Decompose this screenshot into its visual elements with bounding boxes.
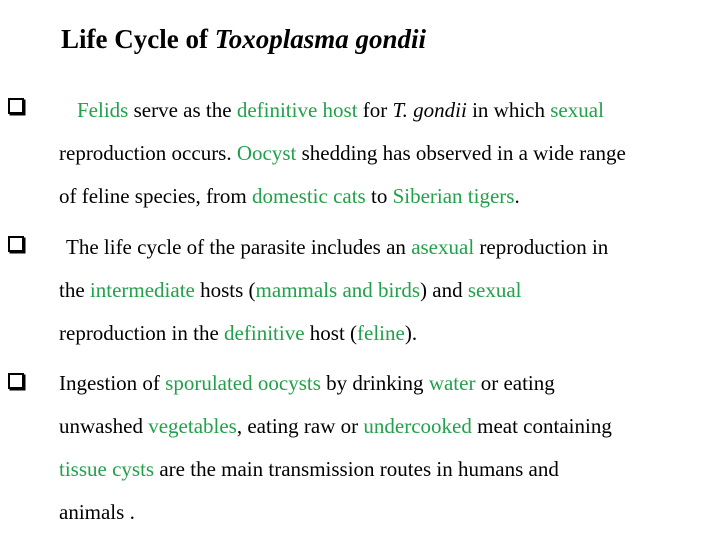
- bullet-2-line-2: [59, 277, 522, 303]
- text-segment: or eating: [475, 371, 555, 395]
- title-species: Toxoplasma gondii: [214, 24, 426, 54]
- bullet-3-line-2: [59, 413, 612, 439]
- bullet-square-icon: [8, 236, 24, 252]
- bullet-2-line-3: [59, 320, 417, 346]
- title-prefix: Life Cycle of: [61, 24, 215, 54]
- bullet-2-line-1: [66, 234, 608, 260]
- highlighted-term: Siberian tigers: [392, 184, 515, 208]
- text-segment: reproduction in: [474, 235, 609, 259]
- text-segment: shedding has observed in a wide range: [296, 141, 626, 165]
- bullet-1-line-1: [77, 97, 604, 123]
- text-segment: reproduction in the: [59, 321, 225, 345]
- text-segment: unwashed: [59, 414, 149, 438]
- text-segment: host (: [304, 321, 358, 345]
- highlighted-term: definitive host: [236, 98, 358, 122]
- highlighted-term: sexual: [467, 278, 522, 302]
- bullet-3-line-4: [59, 499, 135, 525]
- bullet-3-line-1: [59, 370, 555, 396]
- highlighted-term: definitive: [224, 321, 305, 345]
- highlighted-term: vegetables: [148, 414, 237, 438]
- text-segment: Ingestion of: [59, 371, 166, 395]
- highlighted-term: sexual: [550, 98, 604, 122]
- bullet-3-line-3: [59, 456, 559, 482]
- text-segment: meat containing: [471, 414, 612, 438]
- highlighted-term: intermediate: [89, 278, 195, 302]
- bullet-square-icon: [8, 373, 24, 389]
- text-segment: ).: [404, 321, 418, 345]
- text-segment: to: [365, 184, 393, 208]
- highlighted-term: undercooked: [363, 414, 472, 438]
- text-segment: The life cycle of the parasite includes an: [66, 235, 412, 259]
- text-segment: hosts (: [194, 278, 256, 302]
- text-segment: the: [59, 278, 90, 302]
- text-segment: of feline species, from: [59, 184, 253, 208]
- highlighted-term: domestic cats: [252, 184, 366, 208]
- highlighted-term: mammals and birds: [255, 278, 421, 302]
- text-segment: , eating raw or: [236, 414, 364, 438]
- text-segment: in which: [466, 98, 551, 122]
- text-segment: reproduction occurs.: [59, 141, 237, 165]
- text-segment: ) and: [420, 278, 468, 302]
- text-segment: serve as the: [128, 98, 237, 122]
- highlighted-term: tissue cysts: [59, 457, 155, 481]
- bullet-square-icon: [8, 98, 24, 114]
- italic-term: T. gondii: [392, 98, 467, 122]
- highlighted-term: water: [428, 371, 476, 395]
- text-segment: .: [514, 184, 520, 208]
- highlighted-term: sporulated oocysts: [165, 371, 321, 395]
- highlighted-term: Oocyst: [236, 141, 297, 165]
- highlighted-term: Felids: [77, 98, 129, 122]
- bullet-1-line-2: [59, 140, 626, 166]
- page-title: [61, 24, 426, 55]
- highlighted-term: asexual: [411, 235, 475, 259]
- bullet-1-line-3: [59, 183, 520, 209]
- text-segment: are the main transmission routes in humans and: [154, 457, 559, 481]
- text-segment: by drinking: [320, 371, 429, 395]
- highlighted-term: feline: [357, 321, 405, 345]
- text-segment: animals .: [59, 500, 135, 524]
- text-segment: for: [357, 98, 393, 122]
